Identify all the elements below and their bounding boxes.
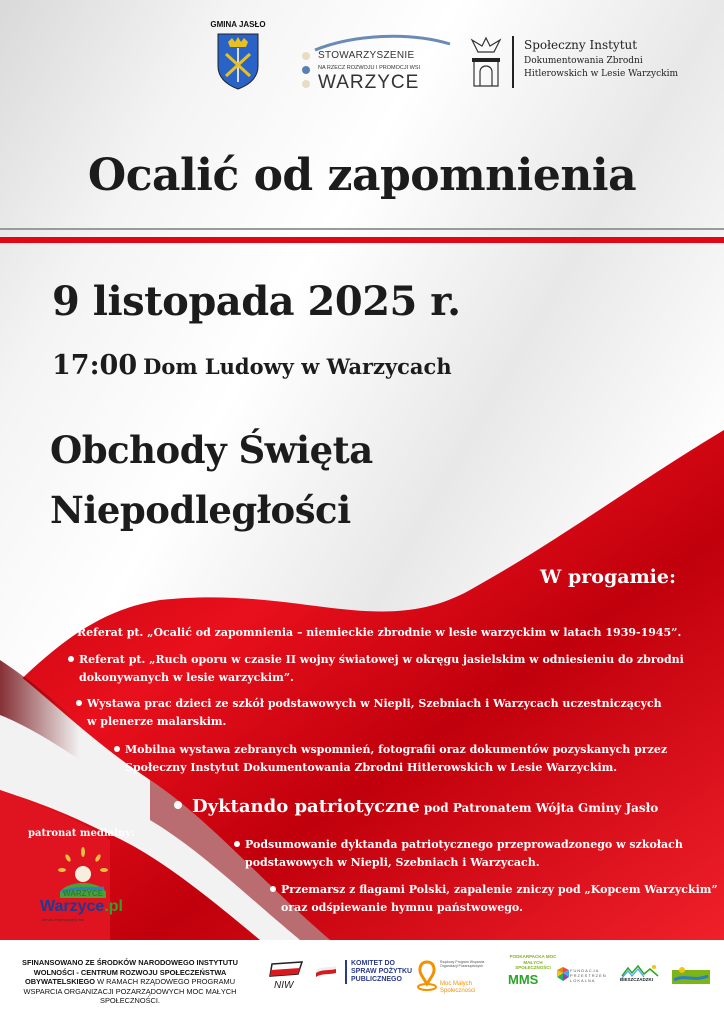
program-item: [270, 881, 718, 917]
media-patronage-label: patronat medialny:: [28, 828, 135, 839]
divider: [512, 36, 514, 88]
program-item-text: dokonywanych w lesie warzyckim”.: [79, 671, 294, 684]
niw-text: NIW: [274, 980, 294, 991]
fundacja-text: FUNDACJA PRZESTRZEŃ LOKALNA: [570, 968, 607, 983]
program-item: [234, 836, 683, 872]
program-item-text: w plenerze malarskim.: [87, 715, 227, 728]
program-item: [66, 624, 681, 642]
instytut-line3: Hitlerowskich w Lesie Warzyckim: [524, 69, 679, 79]
program-item: [114, 741, 667, 777]
gmina-jaslo-logo: [208, 20, 268, 94]
bieszczadzki-text: BIESZCZADZKI: [620, 977, 653, 982]
program-item-text: Przemarsz z flagami Polski, zapalenie zniczy pod „Kopcem Warzyckim”: [281, 883, 718, 896]
site-tld: .pl: [104, 898, 123, 915]
dyktando-subtitle: pod Patronatem Wójta Gminy Jasło: [423, 801, 659, 815]
funding-bold: SFINANSOWANO ZE ŚRODKÓW NARODOWEGO INSTYTUTU WOLNOŚCI - CENTRUM ROZWOJU SPOŁECZEŃSTWA OBYWATELSKIEGO: [22, 958, 238, 987]
program-item-text: Podsumowanie dyktanda patriotycznego przeprowadzonego w szkołach: [245, 838, 683, 851]
bullet-icon: [234, 841, 240, 847]
moc-malych-pin-icon: [416, 960, 438, 992]
warzyce-logo-text: WARZYCE: [63, 889, 103, 898]
bullet-icon: [76, 700, 82, 706]
dot-icon: [302, 66, 310, 74]
stow-line1: STOWARZYSZENIE: [318, 50, 415, 61]
dyktando-item: [174, 796, 658, 817]
stowarzyszenie-warzyce-logo: [300, 36, 445, 106]
program-item-text: Referat pt. „Ocalić od zapomnienia – niemieckie zbrodnie w lesie warzyckim w latach 1939-1945”.: [77, 626, 682, 639]
stow-line3: WARZYCE: [318, 72, 420, 93]
time-place: [52, 350, 452, 381]
instytut-line2: Dokumentowania Zbrodni: [524, 56, 643, 66]
bullet-icon: [68, 656, 74, 662]
bullet-icon: [270, 886, 276, 892]
funding-rest: W RAMACH RZĄDOWEGO PROGRAMU WSPARCIA ORGANIZACJI POZARZĄDOWYCH MOC MAŁYCH SPOŁECZNOŚCI.: [23, 977, 237, 1006]
event-name-line1: Obchody Święta: [50, 428, 373, 472]
moc-malych-text: Moc Małych Społeczności: [440, 981, 476, 994]
program-item-text: oraz odśpiewanie hymnu państwowego.: [281, 901, 523, 914]
divider-gray: [0, 228, 724, 230]
mms-logo: MMS: [508, 972, 539, 987]
landscape-logo: [670, 964, 712, 986]
bullet-icon: [174, 801, 182, 809]
program-heading: W progamie:: [540, 566, 676, 588]
bullet-icon: [66, 629, 72, 635]
funding-note: [14, 958, 246, 1006]
program-item-text: Referat pt. „Ruch oporu w czasie II wojny światowej w okręgu jasielskim w odniesieniu do zbrodni: [79, 653, 684, 666]
header-logos: [0, 18, 724, 108]
dot-icon: [302, 80, 310, 88]
divider-red: [0, 237, 724, 243]
event-date: 9 listopada 2025 r.: [52, 278, 461, 325]
gmina-label: GMINA JASŁO: [210, 20, 266, 29]
dot-icon: [302, 52, 310, 60]
program-item-text: Wystawa prac dzieci ze szkół podstawowych w Niepli, Szebniach i Warzycach uczestniczących: [87, 697, 662, 710]
program-item: [76, 695, 662, 731]
niw-logo: [266, 960, 306, 994]
komitet-logo: KOMITET DO SPRAW POŻYTKU PUBLICZNEGO: [345, 960, 417, 984]
event-time: 17:00: [52, 350, 138, 381]
event-name-line2: Niepodległości: [50, 488, 351, 532]
eagle-gate-icon: [468, 34, 504, 88]
event-name: [50, 420, 373, 540]
dyktando-title: Dyktando patriotyczne: [192, 796, 420, 817]
instytut-logo: [468, 34, 718, 94]
instytut-line1: Społeczny Instytut: [524, 38, 638, 52]
warzyce-pl-subtitle: serwis informacyjny wsi: [42, 917, 84, 922]
rzadowy-program-text: Rządowy Program Wsparcia Organizacji Pozarządowych: [440, 960, 485, 968]
site-main: Warzyce: [40, 898, 105, 915]
warzyce-pl-logo: [40, 898, 123, 916]
event-place: Dom Ludowy w Warzycach: [143, 354, 452, 379]
podkarpacka-text: PODKARPACKA MOC MAŁYCH SPOŁECZNOŚCI: [509, 954, 557, 970]
stow-line2: NA RZECZ ROZWOJU I PROMOCJI WSI: [318, 65, 421, 71]
poster-title: Ocalić od zapomnienia: [87, 150, 637, 201]
arc-icon: [310, 32, 455, 52]
program-item-text: Społeczny Instytut Dokumentowania Zbrodni Hitlerowskich w Lesie Warzyckim.: [125, 761, 618, 774]
coat-of-arms-icon: [216, 32, 260, 90]
footer-sponsors: [0, 940, 724, 1024]
program-item-text: Mobilna wystawa zebranych wspomnień, fotografii oraz dokumentów pozyskanych przez: [125, 743, 668, 756]
fundacja-hex-icon: [556, 966, 570, 982]
bieszczadzki-mountains-icon: [620, 964, 660, 978]
bullet-icon: [114, 746, 120, 752]
program-item-text: podstawowych w Niepli, Szebniach i Warzycach.: [245, 856, 540, 869]
flag-icon: [314, 966, 338, 980]
program-item: [68, 651, 684, 687]
